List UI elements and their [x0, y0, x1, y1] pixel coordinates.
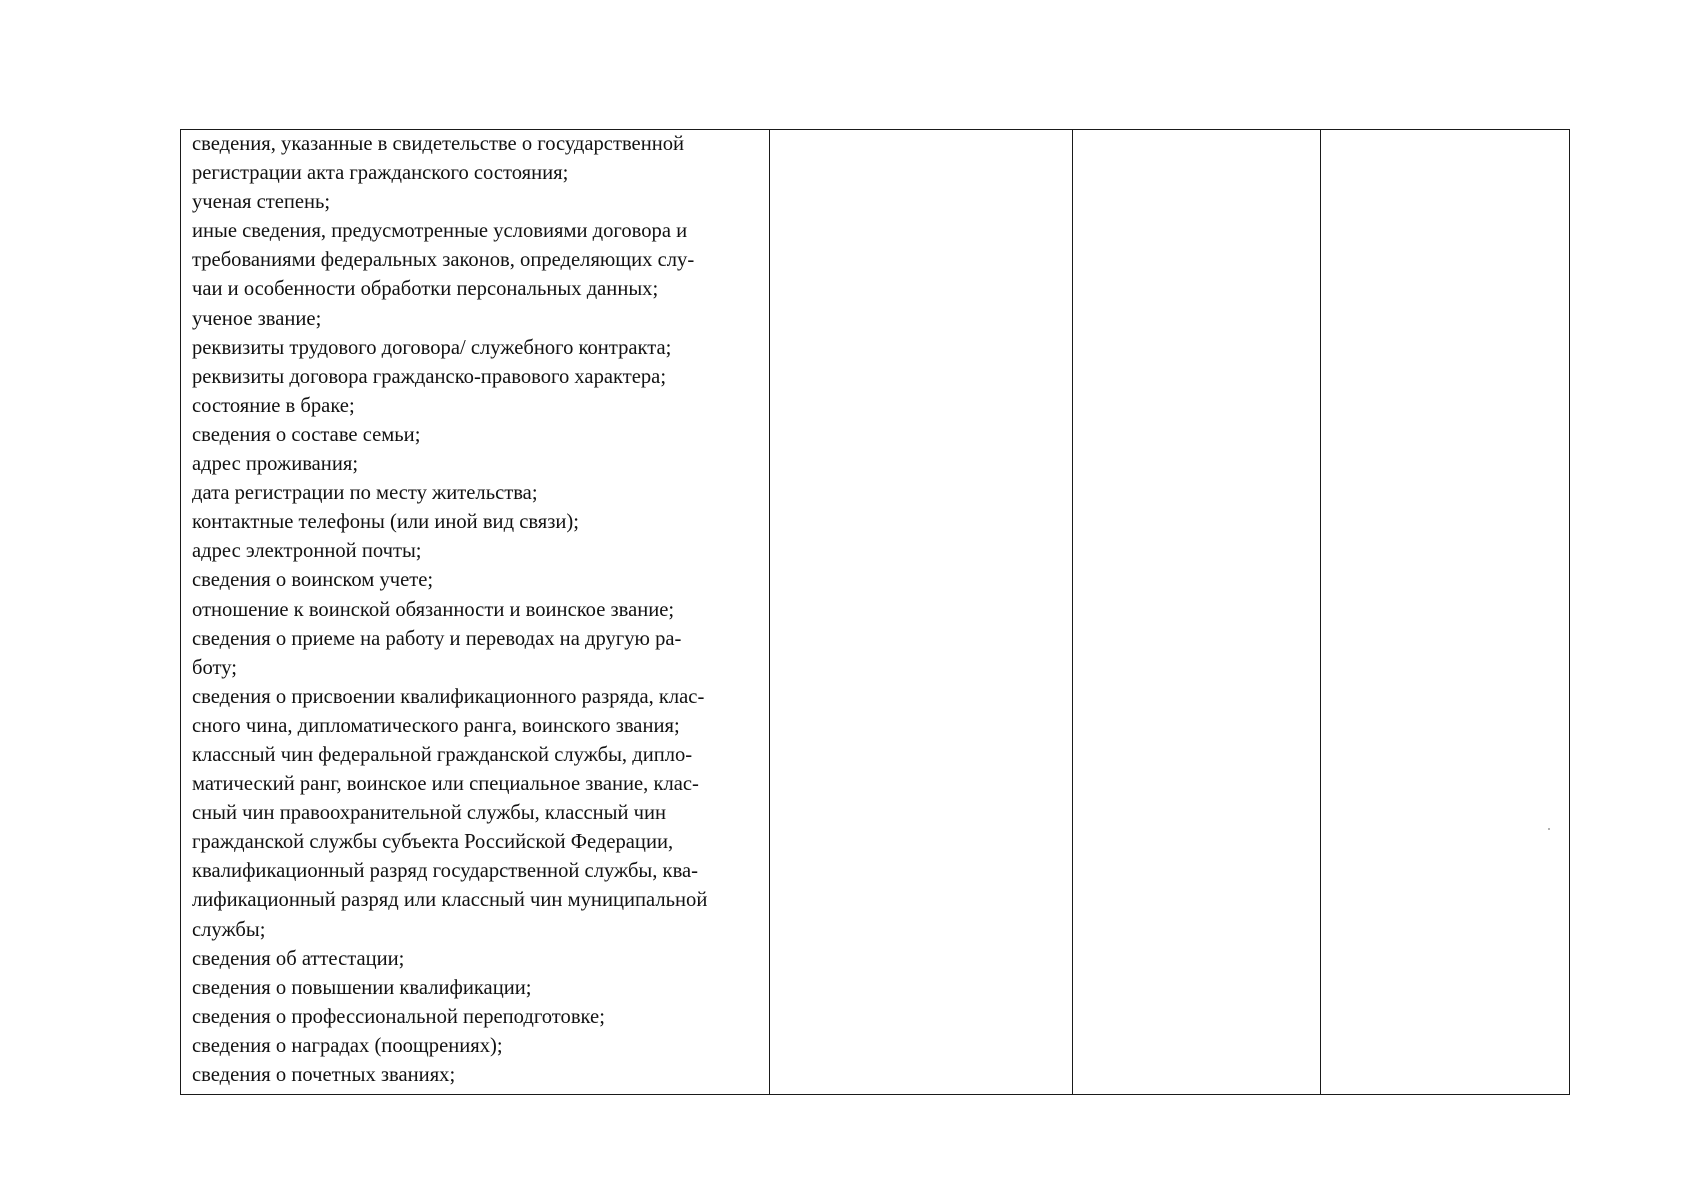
- text-line: состояние в браке;: [192, 394, 355, 417]
- text-line: сведения о присвоении квалификационного разряда, клас-: [192, 685, 705, 708]
- text-line: адрес электронной почты;: [192, 540, 422, 563]
- text-line: сведения о приеме на работу и переводах на другую ра-: [192, 627, 682, 650]
- table-cell-column-3: [1073, 130, 1321, 1095]
- text-line: дата регистрации по месту жительства;: [192, 482, 538, 505]
- table-cell-column-2: [770, 130, 1073, 1095]
- table-cell-column-4: [1321, 130, 1570, 1095]
- text-line: сного чина, дипломатического ранга, воинского звания;: [192, 714, 680, 737]
- text-line: классный чин федеральной гражданской службы, дипло-: [192, 743, 693, 766]
- text-line: сный чин правоохранительной службы, классный чин: [192, 802, 667, 825]
- text-line: контактные телефоны (или иной вид связи);: [192, 511, 580, 534]
- text-line: сведения об аттестации;: [192, 947, 405, 970]
- personal-data-list: [181, 130, 769, 1090]
- text-line: сведения о воинском учете;: [192, 569, 434, 592]
- text-line: матический ранг, воинское или специальное звание, клас-: [192, 773, 699, 796]
- text-line: боту;: [192, 656, 237, 679]
- scan-speck: [1548, 828, 1550, 830]
- text-line: регистрации акта гражданского состояния;: [192, 162, 569, 185]
- text-line: сведения о почетных званиях;: [192, 1064, 456, 1086]
- text-line: лификационный разряд или классный чин муниципальной: [192, 889, 708, 912]
- text-line: сведения о повышении квалификации;: [192, 976, 532, 999]
- text-line: требованиями федеральных законов, определяющих слу-: [192, 249, 695, 272]
- text-line: сведения о наградах (поощрениях);: [192, 1034, 503, 1057]
- text-line: сведения о составе семьи;: [192, 423, 421, 446]
- text-line: гражданской службы субъекта Российской Федерации,: [192, 831, 674, 854]
- table-cell-personal-data-list: [181, 130, 770, 1095]
- text-line: адрес проживания;: [192, 453, 359, 476]
- text-line: ученая степень;: [192, 191, 331, 214]
- text-line: иные сведения, предусмотренные условиями договора и: [192, 220, 688, 243]
- text-line: службы;: [192, 918, 266, 941]
- text-line: реквизиты договора гражданско-правового характера;: [192, 365, 667, 388]
- text-line: сведения о профессиональной переподготовке;: [192, 1005, 605, 1028]
- text-line: ученое звание;: [192, 307, 322, 330]
- text-line: реквизиты трудового договора/ служебного контракта;: [192, 336, 672, 359]
- table-row: [181, 130, 1570, 1095]
- text-line: сведения, указанные в свидетельстве о государственной: [192, 133, 685, 155]
- text-line: квалификационный разряд государственной службы, ква-: [192, 860, 699, 883]
- text-line: отношение к воинской обязанности и воинское звание;: [192, 598, 675, 621]
- text-line: чаи и особенности обработки персональных данных;: [192, 278, 659, 301]
- data-table: [180, 129, 1570, 1095]
